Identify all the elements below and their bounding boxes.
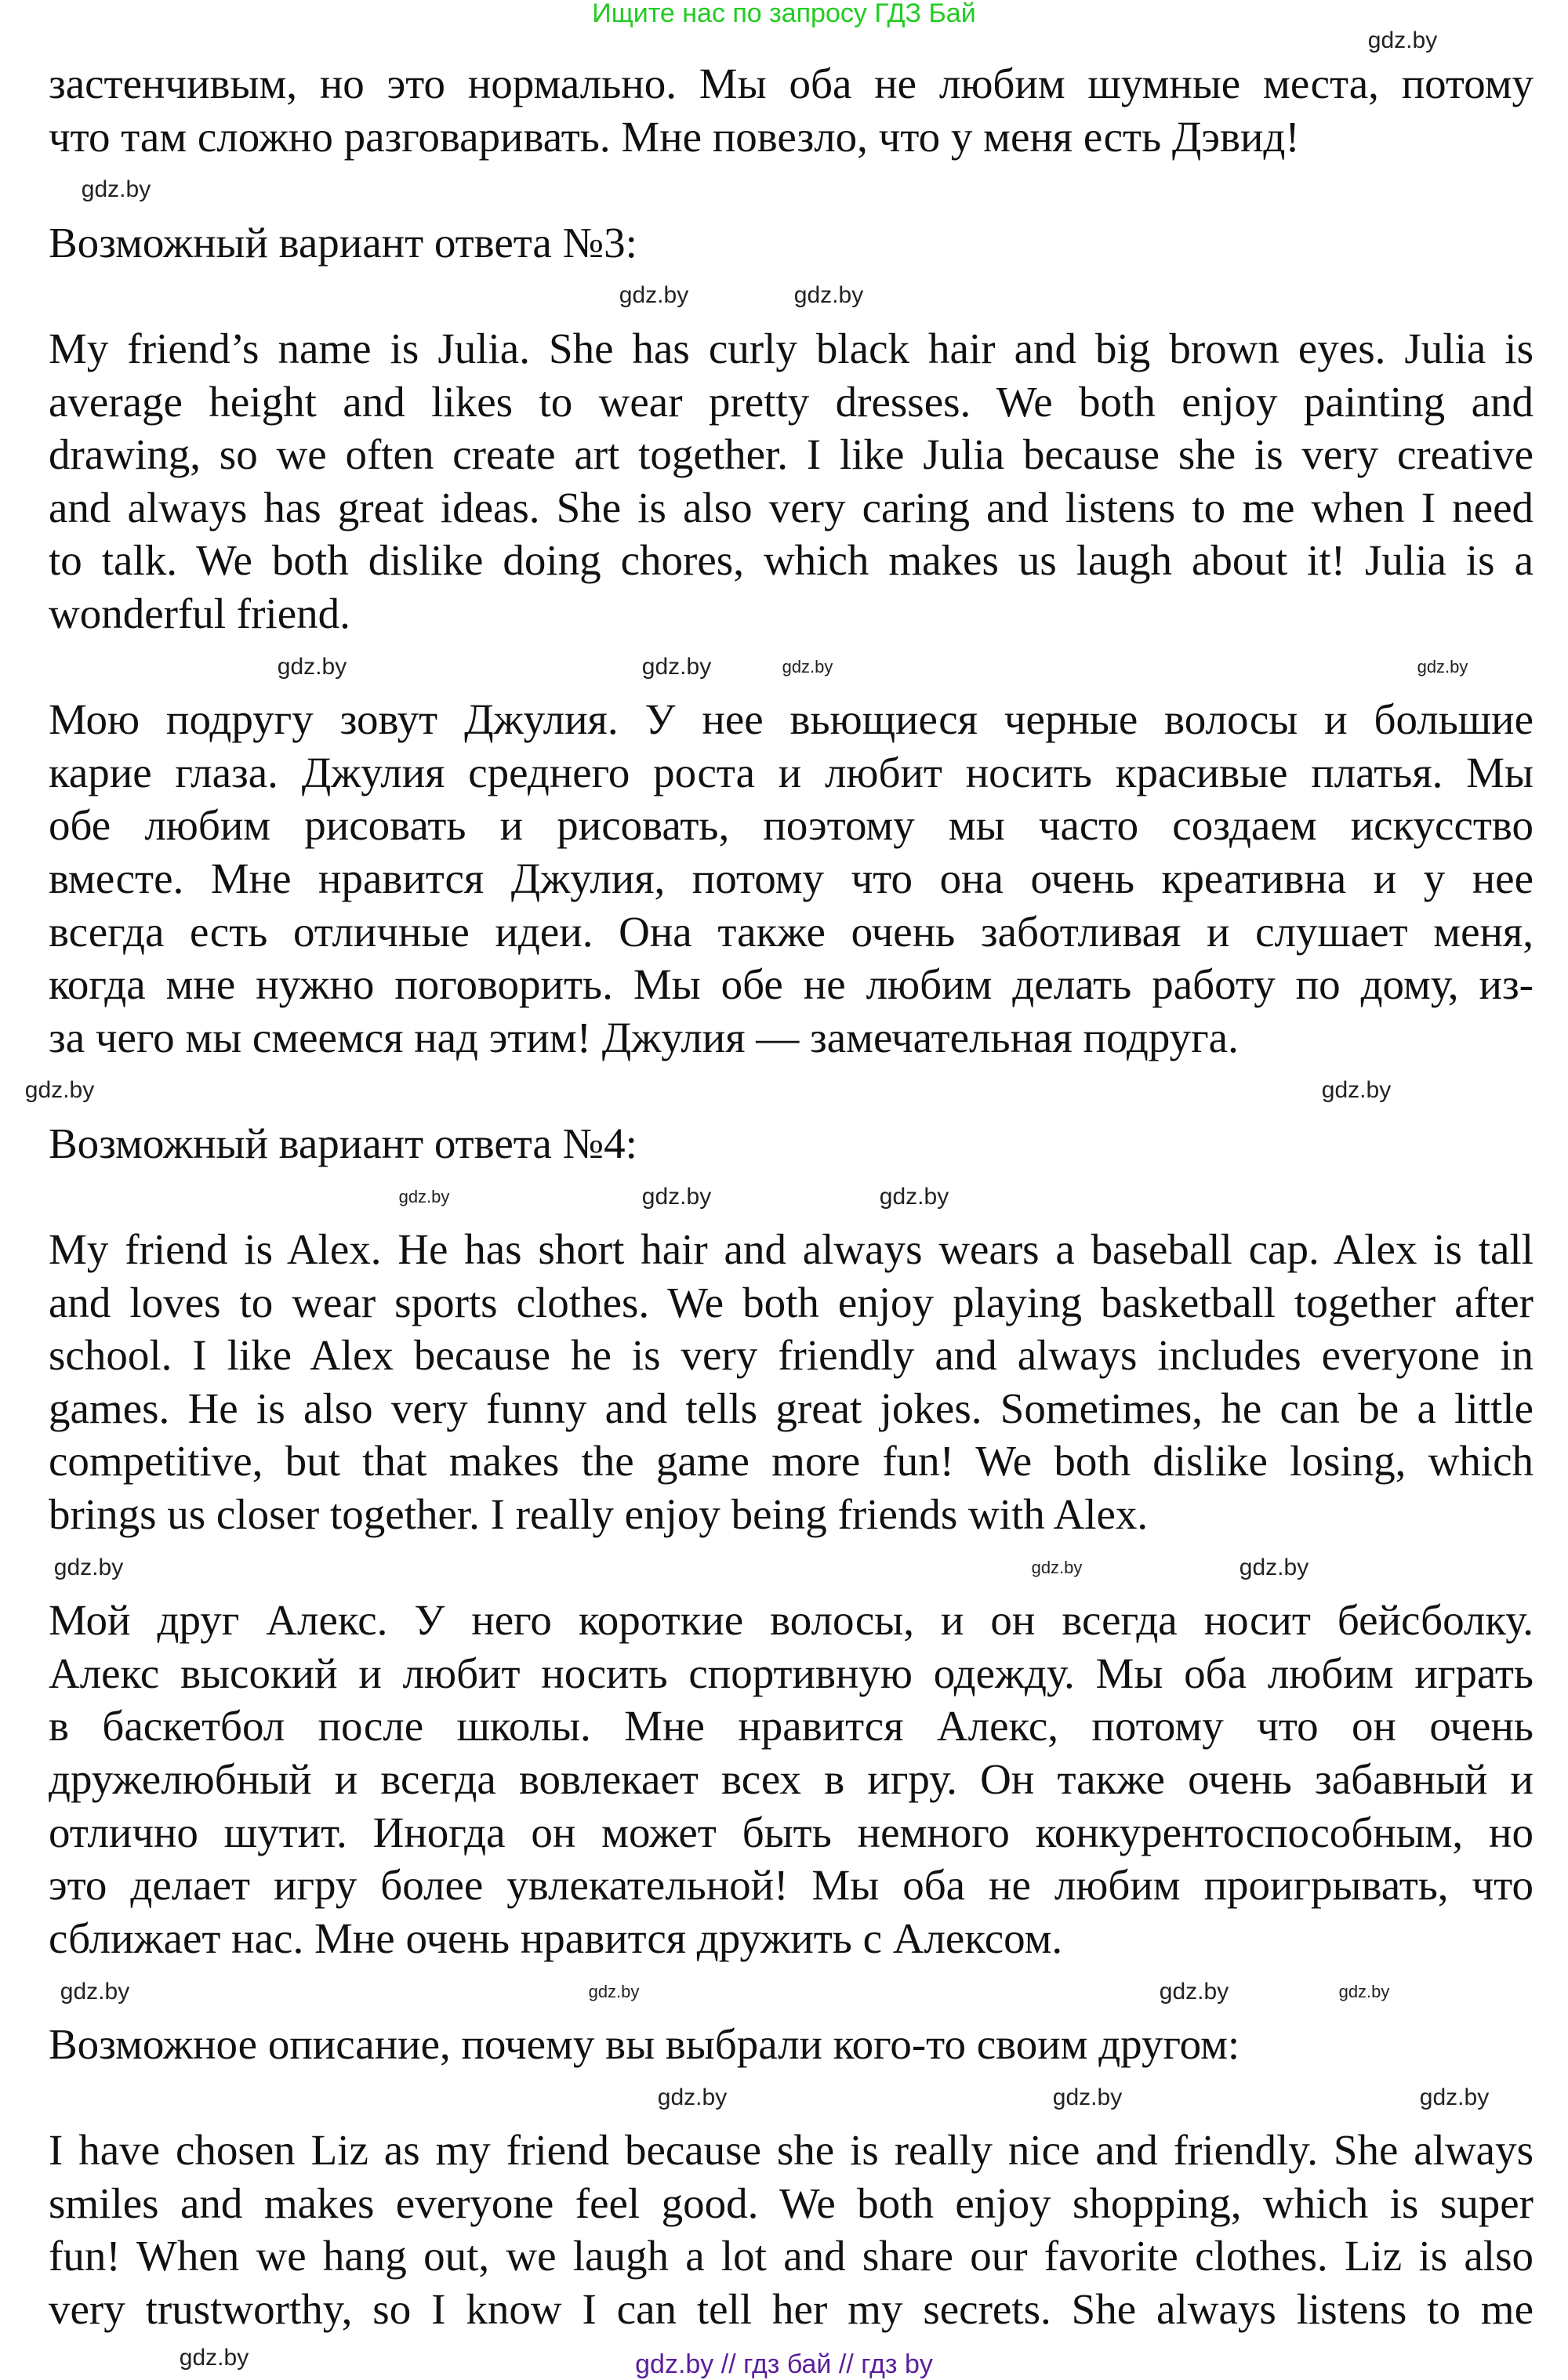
text-line: games. He is also very funny and tells great jokes. Sometimes, he can be a little (49, 1384, 1534, 1432)
watermark: gdz.by (277, 654, 347, 680)
heading-variant-4: Возможный вариант ответа №4: (49, 1119, 637, 1167)
text-line: когда мне нужно поговорить. Мы обе не любим делать работу по дому, из- (49, 960, 1534, 1009)
paragraph-variant-3-en (49, 322, 1534, 640)
text-line: застенчивым, но это нормально. Мы оба не любим шумные места, потому (49, 60, 1534, 107)
watermark: gdz.by (793, 282, 864, 308)
text-line: My friend’s name is Julia. She has curly black hair and big brown eyes. Julia is (49, 324, 1534, 372)
paragraph-friend-choice-en (49, 2124, 1534, 2335)
text-line: отлично шутит. Иногда он может быть немного конкурентоспособным, но (49, 1808, 1534, 1856)
watermark: gdz.by (1338, 1982, 1390, 2001)
watermark: gdz.by (879, 1184, 949, 1210)
watermark: gdz.by (588, 1982, 640, 2001)
watermark: gdz.by (641, 1184, 712, 1210)
watermark: gdz.by (782, 657, 833, 677)
watermark: gdz.by (53, 1555, 124, 1580)
watermark: gdz.by (1052, 2084, 1123, 2110)
text-line: обе любим рисовать и рисовать, поэтому мы часто создаем искусство (49, 801, 1534, 850)
text-line: and loves to wear sports clothes. We both enjoy playing basketball together after (49, 1278, 1534, 1326)
watermark: gdz.by (398, 1187, 450, 1206)
watermark: gdz.by (619, 282, 689, 308)
watermark: gdz.by (1417, 657, 1468, 677)
heading-friend-choice: Возможное описание, почему вы выбрали кого-то своим другом: (49, 2019, 1240, 2068)
text-line: за чего мы смеемся над этим! Джулия — замечательная подруга. (49, 1013, 1239, 1061)
watermark: gdz.by (1419, 2084, 1490, 2110)
text-line: дружелюбный и всегда вовлекает всех в игру. Он также очень забавный и (49, 1755, 1534, 1803)
text-line: wonderful friend. (49, 589, 350, 637)
text-line: вместе. Мне нравится Джулия, потому что она очень креативна и у нее (49, 854, 1534, 902)
text-line: to talk. We both dislike doing chores, which makes us laugh about it! Julia is a (49, 536, 1534, 585)
heading-variant-3: Возможный вариант ответа №3: (49, 218, 637, 267)
text-line: Мою подругу зовут Джулия. У нее вьющиеся черные волосы и большие (49, 695, 1534, 744)
paragraph-variant-4-en (49, 1223, 1534, 1541)
watermark: gdz.by (1321, 1077, 1392, 1103)
watermark: gdz.by (1031, 1558, 1083, 1577)
text-line: I have chosen Liz as my friend because she is really nice and friendly. She always (49, 2126, 1534, 2175)
text-line: My friend is Alex. He has short hair and always wears a baseball cap. Alex is tall (49, 1225, 1534, 1274)
watermark: gdz.by (24, 1077, 95, 1103)
footer-banner: gdz.by // гдз бай // гдз by (635, 2349, 933, 2379)
text-line: average height and likes to wear pretty dresses. We both enjoy painting and (49, 377, 1534, 426)
text-line: smiles and makes everyone feel good. We both enjoy shopping, which is super (49, 2179, 1534, 2227)
text-line: very trustworthy, so I know I can tell her my secrets. She always listens to me (49, 2284, 1534, 2333)
text-line: and always has great ideas. She is also very caring and listens to me when I need (49, 483, 1534, 532)
watermark: gdz.by (1239, 1555, 1309, 1580)
text-line: что там сложно разговаривать. Мне повезло, что у меня есть Дэвид! (49, 112, 1300, 161)
header-banner: Ищите нас по запросу ГДЗ Бай (592, 0, 976, 28)
text-line: competitive, but that makes the game more fun! We both dislike losing, which (49, 1437, 1534, 1486)
watermark: gdz.by (60, 1979, 130, 2004)
watermark: gdz.by (1367, 27, 1438, 53)
text-line: Алекс высокий и любит носить спортивную одежду. Мы оба любим играть (49, 1649, 1534, 1697)
text-line: всегда есть отличные идеи. Она также очень заботливая и слушает меня, (49, 907, 1534, 956)
paragraph-variant-3-ru (49, 693, 1534, 1064)
document-body (49, 57, 1534, 2336)
text-line: fun! When we hang out, we laugh a lot and share our favorite clothes. Liz is also (49, 2232, 1534, 2280)
watermark: gdz.by (657, 2084, 728, 2110)
watermark: gdz.by (641, 654, 712, 680)
text-line: карие глаза. Джулия среднего роста и любит носить красивые платья. Мы (49, 748, 1534, 796)
text-line: school. I like Alex because he is very friendly and always includes everyone in (49, 1331, 1534, 1380)
text-line: сближает нас. Мне очень нравится дружить с Алексом. (49, 1914, 1063, 1962)
watermark: gdz.by (81, 176, 151, 202)
text-line: Мой друг Алекс. У него короткие волосы, и он всегда носит бейсболку. (49, 1596, 1534, 1645)
text-line: это делает игру более увлекательной! Мы оба не любим проигрывать, что (49, 1861, 1534, 1910)
text-line: в баскетбол после школы. Мне нравится Алекс, потому что он очень (49, 1702, 1534, 1751)
text-line: drawing, so we often create art together. I like Julia because she is very creative (49, 430, 1534, 479)
paragraph-variant-4-ru (49, 1594, 1534, 1965)
watermark: gdz.by (179, 2345, 249, 2371)
watermark: gdz.by (1159, 1979, 1229, 2004)
text-line: brings us closer together. I really enjoy being friends with Alex. (49, 1490, 1149, 1539)
